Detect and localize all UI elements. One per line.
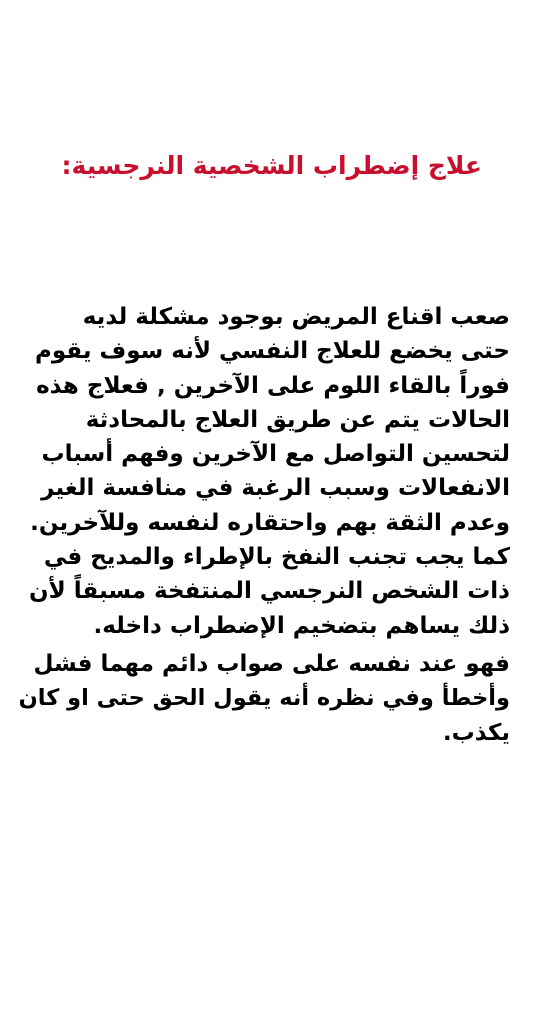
text-line: فوراً بالقاء اللوم على الآخرين , فعلاج هذه: [36, 372, 510, 399]
text-line: وأخطأ وفي نظره أنه يقول الحق حتى او كان: [18, 685, 510, 712]
text-line: فهو عند نفسه على صواب دائم مهما فشل: [33, 650, 510, 677]
text-line: الانفعالات وسبب الرغبة في منافسة الغير: [41, 475, 510, 502]
text-line: الحالات يتم عن طريق العلاج بالمحادثة: [85, 406, 510, 433]
text-line: وعدم الثقة بهم واحتقاره لنفسه وللآخرين.: [30, 509, 510, 536]
text-line: كما يجب تجنب النفخ بالإطراء والمديح في: [43, 544, 510, 571]
page-title: علاج إضطراب الشخصية النرجسية:: [61, 151, 482, 180]
paragraph-conclusion: [18, 647, 510, 750]
text-line: صعب اقناع المريض بوجود مشكلة لديه: [82, 304, 510, 330]
text-line: حتى يخضع للعلاج النفسي لأنه سوف يقوم: [35, 338, 510, 365]
paragraph-treatment: [30, 300, 510, 643]
text-line: يكذب.: [442, 719, 510, 746]
text-line: ذلك يساهم بتضخيم الإضطراب داخله.: [93, 612, 510, 639]
text-line: ذات الشخص النرجسي المنتفخة مسبقاً لأن: [29, 578, 510, 605]
text-line: لتحسين التواصل مع الآخرين وفهم أسباب: [41, 441, 510, 468]
article-body: [18, 300, 510, 750]
